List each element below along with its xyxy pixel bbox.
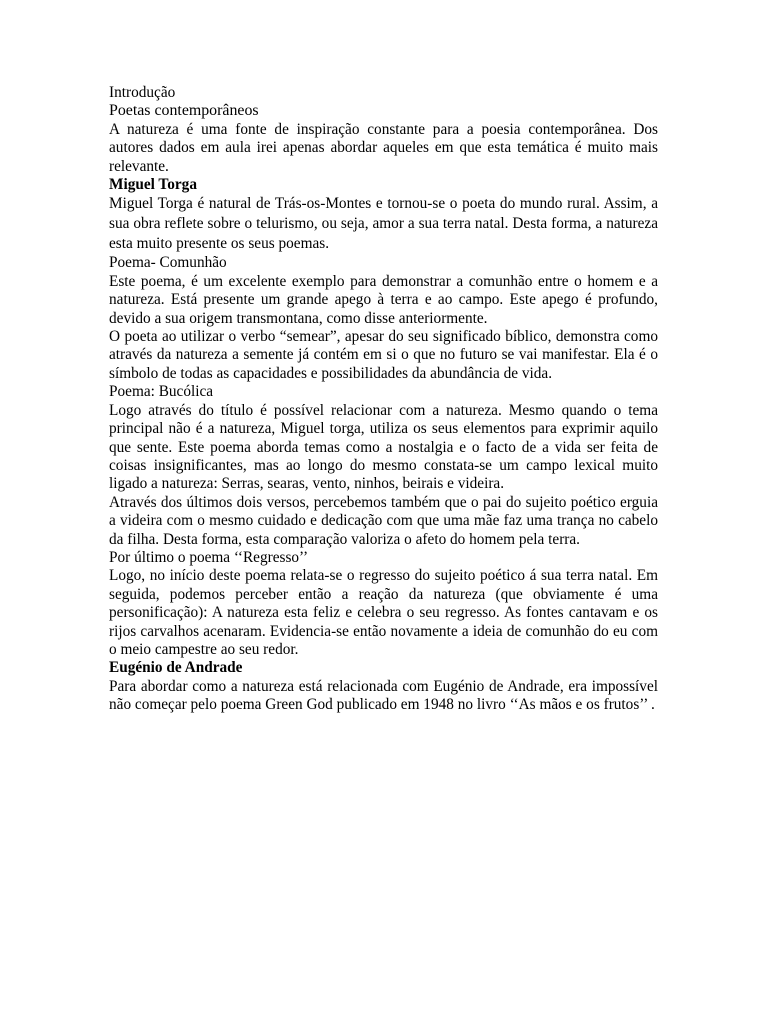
paragraph-torga-bio: Miguel Torga é natural de Trás-os-Montes e tornou-se o poeta do mundo rural. Assim, a sua obra reflete sobre o telurismo, ou seja, amor a sua terra natal. Desta forma, a natureza esta muito presente os seus poemas. [109, 195, 658, 253]
section-subtitle: Poetas contemporâneos [109, 102, 259, 120]
heading-eugenio-de-andrade: Eugénio de Andrade [109, 659, 243, 677]
intro-title: Introdução [109, 84, 176, 101]
poem-title-regresso: Por último o poema ‘‘Regresso’’ [109, 548, 309, 566]
poem-title-bucolica: Poema: Bucólica [109, 383, 214, 401]
document-page [109, 84, 658, 715]
paragraph-intro: A natureza é uma fonte de inspiração constante para a poesia contemporânea. Dos autores dados em aula irei apenas abordar aqueles em que esta temática é muito mais relevante. [109, 120, 658, 175]
paragraph-comunhao-2: O poeta ao utilizar o verbo “semear”, apesar do seu significado bíblico, demonstra como através da natureza a semente já contém em si o que no futuro se vai manifestar. Ela é o símbolo de todas as capacidades e possibilidades da abundância de vida. [109, 328, 658, 382]
heading-miguel-torga: Miguel Torga [109, 176, 197, 194]
paragraph-bucolica-2: Através dos últimos dois versos, percebemos também que o pai do sujeito poético erguia a videira com o mesmo cuidado e dedicação com que uma mãe faz uma trança no cabelo da filha. Desta forma, esta comparação valoriza o afeto do homem pela terra. [109, 493, 658, 548]
paragraph-regresso: Logo, no início deste poema relata-se o regresso do sujeito poético á sua terra natal. Em seguida, podemos perceber então a reação da natureza (que obviamente é uma personificação): A natureza esta feliz e celebra o seu regresso. As fontes cantavam e os rijos carvalhos acenaram. Evidencia-se então novamente a ideia de comunhão do eu com o meio campestre ao seu redor. [109, 567, 658, 658]
paragraph-comunhao-1: Este poema, é um excelente exemplo para demonstrar a comunhão entre o homem e a natureza. Está presente um grande apego à terra e ao campo. Este apego é profundo, devido a sua origem transmontana, como disse anteriormente. [109, 272, 658, 327]
poem-title-comunhao: Poema- Comunhão [109, 254, 227, 272]
paragraph-bucolica-1: Logo através do título é possível relacionar com a natureza. Mesmo quando o tema principal não é a natureza, Miguel torga, utiliza os seus elementos para exprimir aquilo que sente. Este poema aborda temas como a nostalgia e o facto de a vida ser feita de coisas insignificantes, mas ao longo do mesmo constata-se um campo lexical muito ligado a natureza: Serras, searas, vento, ninhos, beirais e videira. [109, 401, 658, 493]
paragraph-andrade: Para abordar como a natureza está relacionada com Eugénio de Andrade, era impossível não começar pelo poema Green God publicado em 1948 no livro ‘‘As mãos e os frutos’’ . [109, 677, 658, 714]
